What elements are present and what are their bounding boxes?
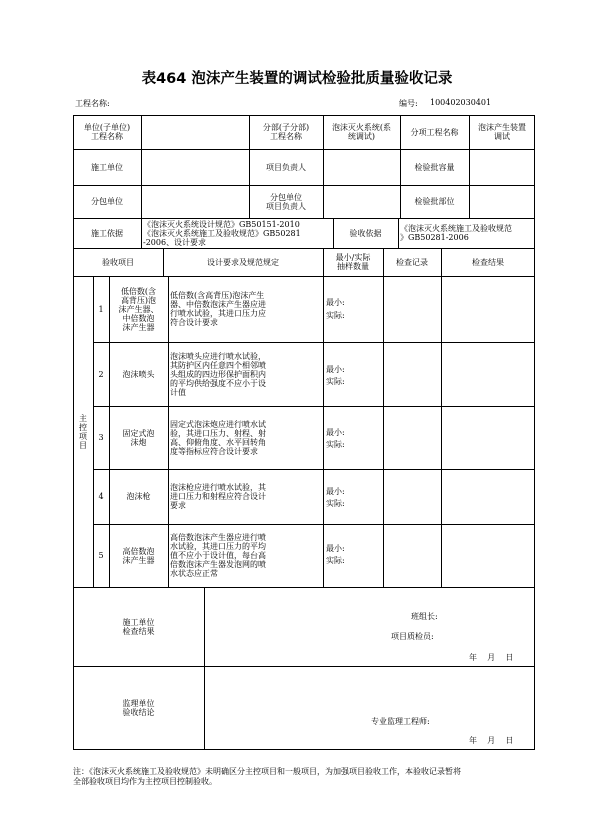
- serial-value: 100402030401: [430, 98, 492, 107]
- row-number: 3: [98, 433, 104, 442]
- row-requirement: 泡沫枪应进行喷水试验，其 进口压力和射程应符合设计 要求: [170, 483, 266, 510]
- team-leader-label: 班组长:: [411, 612, 438, 621]
- row-min-label: 最小:: [326, 544, 345, 553]
- row-actual-label: 实际:: [326, 311, 345, 320]
- row-item-name: 固定式泡 沫炮: [122, 428, 155, 447]
- serial-label: 编号:: [399, 99, 418, 108]
- batch-location-label: 检验批部位: [414, 197, 455, 206]
- construction-basis-label: 施工依据: [91, 228, 123, 238]
- row-requirement: 固定式泡沫炮应进行喷水试 验，其进口压力、射程、射 高、仰俯角度、水平回转角 度等指标应符合设计要求: [170, 419, 266, 456]
- row-min-label: 最小:: [326, 487, 345, 496]
- construction-check-label: 施工单位 检查结果: [122, 617, 155, 636]
- row-number: 1: [98, 304, 104, 314]
- row-number: 4: [98, 492, 104, 501]
- column-item: 验收项目: [102, 257, 134, 267]
- row-actual-label: 实际:: [326, 556, 345, 565]
- row-item-name: 低倍数(含 高背压)泡 沫产生器、 中倍数泡 沫产生器: [118, 286, 159, 332]
- subcontract-manager-label: 分包单位 项目负责人: [266, 192, 306, 211]
- column-sampling: 最小/实际 抽样数量: [335, 253, 371, 271]
- acceptance-basis-value: 《泡沫灭火系统施工及验收规范 》GB50281-2006: [400, 224, 512, 242]
- row-number: 5: [98, 551, 104, 560]
- unit-project-label: 单位(子单位) 工程名称: [83, 123, 131, 141]
- row-number: 2: [98, 369, 104, 379]
- column-design: 设计要求及规范规定: [207, 257, 279, 267]
- supervision-date: 年 月 日: [469, 736, 514, 745]
- row-requirement: 低倍数(含高背压)泡沫产生 器、中倍数泡沫产生器应进 行喷水试验，其进口压力应 符合设计要求: [170, 291, 266, 327]
- construction-basis-value: 《泡沫灭火系统设计规范》GB50151-2010 《泡沫灭火系统施工及验收规范》GB50281 -2006、设计要求: [143, 219, 301, 247]
- supervision-engineer-label: 专业监理工程师:: [371, 717, 430, 726]
- page-title: 表464 泡沫产生装置的调试检验批质量验收记录: [141, 71, 453, 87]
- row-actual-label: 实际:: [326, 499, 345, 508]
- sub-division-value: 泡沫灭火系统(系 统调试): [331, 123, 392, 141]
- main-control-label: 主 控 项 目: [79, 413, 87, 450]
- column-record: 检查记录: [396, 257, 428, 267]
- item-project-label: 分项工程名称: [410, 127, 459, 137]
- row-min-label: 最小:: [326, 298, 345, 307]
- acceptance-basis-label: 验收依据: [349, 228, 382, 238]
- row-item-name: 泡沫枪: [126, 492, 151, 501]
- construction-check-date: 年 月 日: [469, 653, 514, 662]
- row-min-label: 最小:: [326, 365, 345, 374]
- row-item-name: 泡沫喷头: [122, 369, 155, 379]
- supervision-label: 监理单位 验收结论: [122, 698, 155, 717]
- project-manager-label: 项目负责人: [266, 162, 306, 172]
- row-actual-label: 实际:: [326, 440, 345, 449]
- construction-unit-label: 施工单位: [91, 162, 123, 172]
- item-project-value: 泡沫产生装置 调试: [478, 123, 526, 141]
- sub-division-label: 分部(子分部) 工程名称: [262, 123, 310, 141]
- footnote: 注：《泡沫灭火系统施工及验收规范》未明确区分主控项目和一般项目，为加强项目验收工作，本验收记录暂将 全部验收项目均作为主控项目控制验收。: [73, 767, 461, 786]
- quality-inspector-label: 项目质检员:: [391, 632, 434, 641]
- project-name-label: 工程名称:: [75, 99, 110, 108]
- subcontract-unit-label: 分包单位: [91, 197, 123, 206]
- row-requirement: 高倍数泡沫产生器应进行喷 水试验，其进口压力的平均 值不应小于设计值，每台高 倍数泡沫产生器发泡网的喷 水状态应正常: [170, 533, 266, 578]
- inspection-record-form: [73, 115, 535, 765]
- batch-capacity-label: 检验批容量: [414, 162, 455, 172]
- row-requirement: 泡沫喷头应进行喷水试验， 其防护区内任意四个相邻喷 头组成的四边形保护面积内 的平均供给强度不应小于设 计值: [170, 351, 266, 397]
- row-item-name: 高倍数泡 沫产生器: [122, 546, 155, 565]
- column-result: 检查结果: [472, 257, 504, 267]
- row-min-label: 最小:: [326, 428, 345, 437]
- row-actual-label: 实际:: [326, 377, 345, 386]
